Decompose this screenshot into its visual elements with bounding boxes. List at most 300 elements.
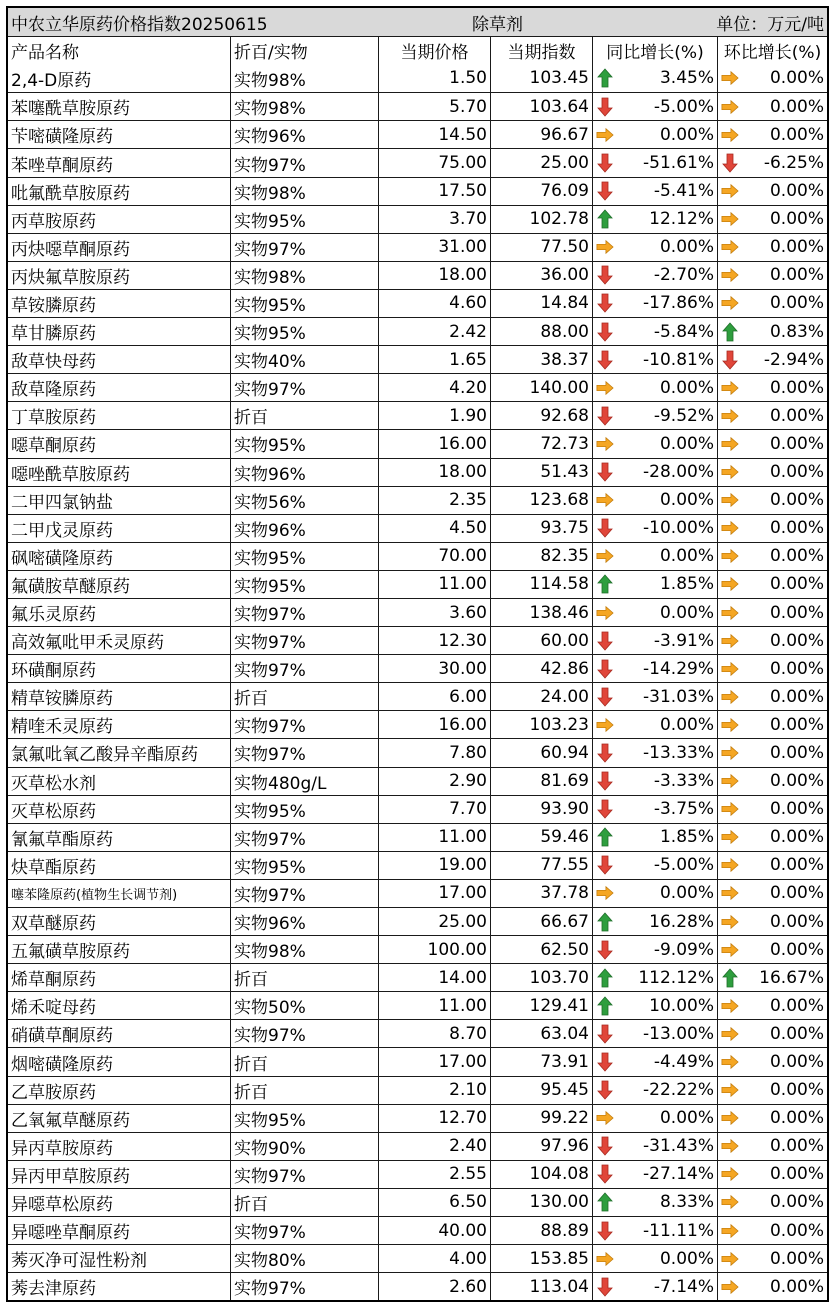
mom-value: 0.00% — [769, 658, 824, 679]
yoy-cell — [592, 234, 717, 261]
mom-value: 0.00% — [769, 490, 824, 511]
arrow-right-icon — [596, 714, 614, 736]
mom-cell — [717, 880, 827, 907]
mom-cell — [717, 852, 827, 879]
product-name: 异丙甲草胺原药 — [11, 1166, 130, 1187]
mom-cell — [717, 936, 827, 963]
current-price: 70.00 — [378, 543, 490, 570]
table-row — [8, 345, 827, 373]
arrow-right-icon — [721, 180, 739, 202]
current-index: 25.00 — [490, 149, 592, 176]
spec: 实物96% — [230, 121, 378, 148]
arrow-right-icon — [721, 658, 739, 680]
table-row — [8, 401, 827, 429]
product-name: 精草铵膦原药 — [11, 689, 113, 710]
yoy-cell — [592, 964, 717, 991]
current-index: 73.91 — [490, 1048, 592, 1075]
mom-cell — [717, 964, 827, 991]
arrow-down-icon — [596, 96, 614, 118]
arrow-up-icon — [596, 67, 614, 89]
table-row — [8, 92, 827, 120]
yoy-cell — [592, 515, 717, 542]
mom-cell — [717, 459, 827, 486]
yoy-value: -7.14% — [653, 1276, 714, 1297]
yoy-cell — [592, 346, 717, 373]
mom-cell — [717, 1217, 827, 1244]
arrow-down-icon — [596, 517, 614, 539]
mom-cell — [717, 571, 827, 598]
current-index: 103.23 — [490, 711, 592, 738]
table-row — [8, 1160, 827, 1188]
yoy-value: -22.22% — [643, 1080, 714, 1101]
mom-value: 0.00% — [769, 209, 824, 230]
current-price: 2.40 — [378, 1133, 490, 1160]
yoy-value: 0.00% — [659, 883, 714, 904]
current-index: 14.84 — [490, 290, 592, 317]
product-name: 敌草隆原药 — [11, 380, 96, 401]
product-name: 丙炔氟草胺原药 — [11, 267, 130, 288]
product-name: 高效氟吡甲禾灵原药 — [11, 633, 164, 654]
yoy-cell — [592, 908, 717, 935]
yoy-value: 0.00% — [659, 377, 714, 398]
arrow-right-icon — [596, 1107, 614, 1129]
spec: 实物95% — [230, 796, 378, 823]
table-row — [8, 654, 827, 682]
product-name: 烯草酮原药 — [11, 970, 96, 991]
mom-value: 0.00% — [769, 237, 824, 258]
arrow-right-icon — [721, 1023, 739, 1045]
mom-value: -6.25% — [763, 153, 824, 174]
mom-value: 0.00% — [769, 1080, 824, 1101]
arrow-right-icon — [721, 686, 739, 708]
mom-cell — [717, 1105, 827, 1132]
mom-value: 0.00% — [769, 911, 824, 932]
current-index: 104.08 — [490, 1161, 592, 1188]
spec: 实物97% — [230, 627, 378, 654]
mom-value: 0.00% — [769, 377, 824, 398]
current-price: 75.00 — [378, 149, 490, 176]
product-name: 乙氧氟草醚原药 — [11, 1110, 130, 1131]
current-index: 103.70 — [490, 964, 592, 991]
mom-value: 0.00% — [769, 742, 824, 763]
yoy-value: -3.75% — [653, 799, 714, 820]
yoy-value: -11.11% — [643, 1220, 714, 1241]
yoy-cell — [592, 1105, 717, 1132]
arrow-right-icon — [721, 798, 739, 820]
current-index: 95.45 — [490, 1077, 592, 1104]
current-price: 19.00 — [378, 852, 490, 879]
yoy-value: -9.09% — [653, 939, 714, 960]
mom-cell — [717, 374, 827, 401]
product-name: 噁唑酰草胺原药 — [11, 464, 130, 485]
yoy-cell — [592, 1161, 717, 1188]
yoy-value: -2.70% — [653, 265, 714, 286]
current-price: 3.60 — [378, 599, 490, 626]
current-price: 11.00 — [378, 824, 490, 851]
yoy-cell — [592, 824, 717, 851]
yoy-cell — [592, 262, 717, 289]
table-row — [8, 991, 827, 1019]
mom-value: 0.00% — [769, 1164, 824, 1185]
yoy-cell — [592, 1020, 717, 1047]
spec: 实物95% — [230, 1105, 378, 1132]
spec: 实物95% — [230, 852, 378, 879]
mom-value: 0.00% — [769, 1136, 824, 1157]
mom-cell — [717, 739, 827, 766]
yoy-cell — [592, 402, 717, 429]
arrow-right-icon — [721, 1051, 739, 1073]
arrow-down-icon — [596, 292, 614, 314]
mom-cell — [717, 346, 827, 373]
current-index: 76.09 — [490, 178, 592, 205]
current-price: 6.00 — [378, 683, 490, 710]
current-index: 103.45 — [490, 64, 592, 92]
product-name: 氟乐灵原药 — [11, 605, 96, 626]
arrow-right-icon — [721, 882, 739, 904]
yoy-value: -5.41% — [653, 181, 714, 202]
yoy-value: -10.00% — [643, 518, 714, 539]
arrow-right-icon — [721, 770, 739, 792]
mom-value: 0.00% — [769, 1023, 824, 1044]
table-row — [8, 373, 827, 401]
arrow-right-icon — [721, 826, 739, 848]
mom-cell — [717, 992, 827, 1019]
current-index: 97.96 — [490, 1133, 592, 1160]
spec: 实物98% — [230, 936, 378, 963]
current-price: 12.70 — [378, 1105, 490, 1132]
mom-cell — [717, 683, 827, 710]
yoy-cell — [592, 711, 717, 738]
arrow-down-icon — [596, 1079, 614, 1101]
current-index: 138.46 — [490, 599, 592, 626]
mom-value: -2.94% — [763, 349, 824, 370]
table-row — [8, 1244, 827, 1272]
arrow-right-icon — [721, 1079, 739, 1101]
arrow-right-icon — [721, 602, 739, 624]
yoy-value: 1.85% — [659, 574, 714, 595]
current-price: 14.00 — [378, 964, 490, 991]
yoy-value: 0.00% — [659, 546, 714, 567]
current-index: 114.58 — [490, 571, 592, 598]
current-index: 66.67 — [490, 908, 592, 935]
yoy-cell — [592, 992, 717, 1019]
yoy-cell — [592, 880, 717, 907]
mom-value: 0.00% — [769, 124, 824, 145]
column-header-price: 当期价格 — [378, 37, 490, 64]
current-index: 129.41 — [490, 992, 592, 1019]
mom-cell — [717, 768, 827, 795]
current-index: 77.50 — [490, 234, 592, 261]
arrow-right-icon — [721, 236, 739, 258]
mom-cell — [717, 1133, 827, 1160]
yoy-value: 112.12% — [638, 967, 714, 988]
current-index: 88.89 — [490, 1217, 592, 1244]
current-price: 30.00 — [378, 655, 490, 682]
header-row — [8, 36, 827, 64]
current-index: 60.00 — [490, 627, 592, 654]
product-name: 丙炔噁草酮原药 — [11, 239, 130, 260]
table-row — [8, 935, 827, 963]
table-row — [8, 1216, 827, 1244]
yoy-cell — [592, 599, 717, 626]
yoy-cell — [592, 571, 717, 598]
category-label: 除草剂 — [472, 14, 523, 35]
arrow-right-icon — [721, 573, 739, 595]
mom-cell — [717, 149, 827, 176]
product-name: 2,4-D原药 — [11, 70, 92, 91]
spec: 实物95% — [230, 543, 378, 570]
spec: 实物97% — [230, 234, 378, 261]
arrow-down-icon — [596, 1220, 614, 1242]
table-row — [8, 64, 827, 92]
current-index: 82.35 — [490, 543, 592, 570]
yoy-cell — [592, 318, 717, 345]
spec: 实物97% — [230, 824, 378, 851]
product-name: 乙草胺原药 — [11, 1082, 96, 1103]
arrow-right-icon — [721, 742, 739, 764]
yoy-cell — [592, 1133, 717, 1160]
mom-cell — [717, 711, 827, 738]
current-price: 8.70 — [378, 1020, 490, 1047]
arrow-right-icon — [721, 292, 739, 314]
arrow-right-icon — [721, 264, 739, 286]
current-price: 2.55 — [378, 1161, 490, 1188]
current-price: 17.50 — [378, 178, 490, 205]
yoy-value: 12.12% — [649, 209, 714, 230]
arrow-right-icon — [721, 124, 739, 146]
product-name: 苯唑草酮原药 — [11, 155, 113, 176]
yoy-cell — [592, 64, 717, 92]
table-row — [8, 570, 827, 598]
yoy-value: 1.85% — [659, 827, 714, 848]
mom-value: 0.00% — [769, 1192, 824, 1213]
arrow-right-icon — [596, 124, 614, 146]
current-index: 37.78 — [490, 880, 592, 907]
table-row — [8, 486, 827, 514]
mom-value: 0.00% — [769, 462, 824, 483]
mom-value: 0.00% — [769, 68, 824, 89]
arrow-right-icon — [721, 1107, 739, 1129]
spec: 实物97% — [230, 1161, 378, 1188]
arrow-down-icon — [596, 321, 614, 343]
table-row — [8, 233, 827, 261]
table-row — [8, 795, 827, 823]
spec: 折百 — [230, 1189, 378, 1216]
spec: 实物97% — [230, 149, 378, 176]
mom-cell — [717, 402, 827, 429]
mom-value: 0.00% — [769, 96, 824, 117]
arrow-right-icon — [721, 545, 739, 567]
arrow-right-icon — [596, 236, 614, 258]
table-row — [8, 682, 827, 710]
mom-cell — [717, 824, 827, 851]
current-price: 16.00 — [378, 430, 490, 457]
product-name: 草铵膦原药 — [11, 295, 96, 316]
mom-cell — [717, 262, 827, 289]
yoy-value: -13.33% — [643, 742, 714, 763]
mom-value: 0.00% — [769, 1052, 824, 1073]
arrow-down-icon — [596, 686, 614, 708]
yoy-value: 0.00% — [659, 433, 714, 454]
arrow-down-icon — [596, 461, 614, 483]
arrow-right-icon — [721, 433, 739, 455]
product-name: 噻苯隆原药(植物生长调节剂) — [11, 887, 178, 903]
mom-cell — [717, 64, 827, 92]
spec: 实物97% — [230, 880, 378, 907]
yoy-value: -31.43% — [643, 1136, 714, 1157]
current-index: 62.50 — [490, 936, 592, 963]
mom-value: 0.00% — [769, 602, 824, 623]
current-price: 6.50 — [378, 1189, 490, 1216]
current-price: 4.50 — [378, 515, 490, 542]
arrow-right-icon — [721, 939, 739, 961]
arrow-up-icon — [596, 995, 614, 1017]
mom-value: 0.00% — [769, 714, 824, 735]
arrow-down-icon — [596, 939, 614, 961]
spec: 实物95% — [230, 430, 378, 457]
arrow-down-icon — [596, 630, 614, 652]
arrow-down-icon — [596, 1051, 614, 1073]
arrow-right-icon — [721, 1163, 739, 1185]
arrow-down-icon — [721, 349, 739, 371]
yoy-value: 0.00% — [659, 124, 714, 145]
spec: 折百 — [230, 1077, 378, 1104]
current-index: 81.69 — [490, 768, 592, 795]
yoy-value: -10.81% — [643, 349, 714, 370]
yoy-value: -27.14% — [643, 1164, 714, 1185]
product-name: 莠灭净可湿性粉剂 — [11, 1251, 147, 1272]
product-name: 异丙草胺原药 — [11, 1138, 113, 1159]
table-row — [8, 317, 827, 345]
arrow-right-icon — [721, 67, 739, 89]
spec: 折百 — [230, 964, 378, 991]
yoy-cell — [592, 430, 717, 457]
arrow-down-icon — [596, 405, 614, 427]
mom-cell — [717, 1077, 827, 1104]
current-price: 7.70 — [378, 796, 490, 823]
mom-value: 0.00% — [769, 265, 824, 286]
arrow-right-icon — [721, 377, 739, 399]
table-row — [8, 289, 827, 317]
product-name: 二甲戊灵原药 — [11, 520, 113, 541]
product-name: 草甘膦原药 — [11, 324, 96, 345]
column-header-product: 产品名称 — [11, 43, 79, 64]
mom-value: 0.00% — [769, 1108, 824, 1129]
yoy-value: -17.86% — [643, 293, 714, 314]
column-header-mom: 环比增长(%) — [717, 37, 827, 64]
yoy-cell — [592, 936, 717, 963]
table-row — [8, 851, 827, 879]
current-index: 60.94 — [490, 739, 592, 766]
mom-value: 0.00% — [769, 518, 824, 539]
yoy-value: -3.33% — [653, 771, 714, 792]
mom-cell — [717, 318, 827, 345]
arrow-right-icon — [596, 545, 614, 567]
mom-cell — [717, 1020, 827, 1047]
current-index: 38.37 — [490, 346, 592, 373]
table-body — [8, 64, 827, 1300]
arrow-right-icon — [721, 96, 739, 118]
current-price: 1.90 — [378, 402, 490, 429]
product-name: 环磺酮原药 — [11, 661, 96, 682]
table-row — [8, 1104, 827, 1132]
current-price: 7.80 — [378, 739, 490, 766]
arrow-up-icon — [596, 826, 614, 848]
spec: 实物480g/L — [230, 768, 378, 795]
table-row — [8, 542, 827, 570]
current-price: 1.65 — [378, 346, 490, 373]
table-row — [8, 1047, 827, 1075]
table-row — [8, 963, 827, 991]
yoy-cell — [592, 178, 717, 205]
product-name: 烯禾啶母药 — [11, 998, 96, 1019]
arrow-up-icon — [721, 321, 739, 343]
column-header-spec: 折百/实物 — [230, 37, 378, 64]
spec: 实物96% — [230, 515, 378, 542]
arrow-right-icon — [721, 630, 739, 652]
product-name: 精喹禾灵原药 — [11, 717, 113, 738]
current-price: 11.00 — [378, 571, 490, 598]
yoy-value: -31.03% — [643, 686, 714, 707]
product-name: 氰氟草酯原药 — [11, 829, 113, 850]
current-index: 36.00 — [490, 262, 592, 289]
spec: 实物97% — [230, 1020, 378, 1047]
arrow-right-icon — [721, 1191, 739, 1213]
current-price: 16.00 — [378, 711, 490, 738]
current-price: 100.00 — [378, 936, 490, 963]
yoy-value: 0.00% — [659, 602, 714, 623]
spec: 折百 — [230, 683, 378, 710]
arrow-down-icon — [596, 1023, 614, 1045]
mom-value: 0.00% — [769, 574, 824, 595]
mom-cell — [717, 655, 827, 682]
mom-cell — [717, 121, 827, 148]
spec: 实物98% — [230, 262, 378, 289]
yoy-cell — [592, 796, 717, 823]
arrow-up-icon — [596, 967, 614, 989]
product-name: 吡氟酰草胺原药 — [11, 183, 130, 204]
product-name: 氟磺胺草醚原药 — [11, 576, 130, 597]
mom-value: 0.00% — [769, 181, 824, 202]
table-row — [8, 120, 827, 148]
yoy-value: 0.00% — [659, 1248, 714, 1269]
current-price: 3.70 — [378, 206, 490, 233]
yoy-cell — [592, 1077, 717, 1104]
arrow-down-icon — [596, 854, 614, 876]
arrow-up-icon — [721, 967, 739, 989]
product-name: 双草醚原药 — [11, 914, 96, 935]
spec: 实物97% — [230, 655, 378, 682]
spec: 实物98% — [230, 93, 378, 120]
product-name: 烟嘧磺隆原药 — [11, 1054, 113, 1075]
table-row — [8, 626, 827, 654]
current-index: 130.00 — [490, 1189, 592, 1216]
yoy-cell — [592, 655, 717, 682]
product-name: 敌草快母药 — [11, 352, 96, 373]
spec: 实物90% — [230, 1133, 378, 1160]
mom-cell — [717, 1048, 827, 1075]
arrow-up-icon — [596, 911, 614, 933]
table-row — [8, 598, 827, 626]
current-index: 77.55 — [490, 852, 592, 879]
arrow-right-icon — [721, 995, 739, 1017]
arrow-right-icon — [596, 1248, 614, 1270]
current-price: 31.00 — [378, 234, 490, 261]
table-row — [8, 710, 827, 738]
current-index: 99.22 — [490, 1105, 592, 1132]
mom-value: 0.00% — [769, 855, 824, 876]
spec: 实物97% — [230, 1217, 378, 1244]
